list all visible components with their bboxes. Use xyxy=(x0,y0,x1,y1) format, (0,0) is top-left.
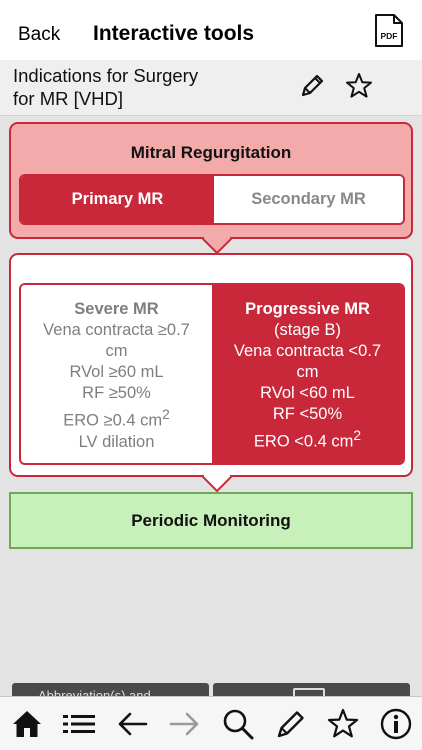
search-icon[interactable] xyxy=(221,707,255,741)
pdf-icon[interactable] xyxy=(374,13,404,48)
svg-text:PDF: PDF xyxy=(380,31,398,41)
progressive-mr-option[interactable] xyxy=(212,285,403,463)
bottom-toolbar xyxy=(0,696,422,750)
severe-mr-option[interactable] xyxy=(21,285,212,463)
navigation-bar xyxy=(0,0,422,60)
progressive-criterion: Vena contracta <0.7 xyxy=(233,342,382,360)
progressive-criterion: RF <50% xyxy=(272,405,343,423)
mitral-regurgitation-title: Mitral Regurgitation xyxy=(130,143,292,162)
mr-type-segmented-control xyxy=(19,174,405,225)
periodic-monitoring-label: Periodic Monitoring xyxy=(131,510,291,530)
pencil-icon[interactable] xyxy=(274,707,308,741)
progressive-stage-label: (stage B) xyxy=(274,321,341,339)
mr-severity-box xyxy=(9,253,413,477)
info-icon[interactable] xyxy=(379,707,413,741)
list-icon[interactable] xyxy=(62,707,96,741)
progressive-criterion: cm xyxy=(296,363,319,381)
primary-mr-option[interactable]: Primary MR xyxy=(21,176,214,223)
star-icon[interactable] xyxy=(344,71,374,101)
tool-title-line-2: for MR [VHD] xyxy=(13,88,123,109)
tool-subheader xyxy=(0,60,422,116)
progressive-criterion: RVol <60 mL xyxy=(260,384,355,402)
progressive-criterion: ERO <0.4 $cm^2$ xyxy=(253,428,362,451)
secondary-mr-option[interactable]: Secondary MR xyxy=(214,176,403,223)
page-title: Interactive tools xyxy=(93,22,255,45)
tool-title xyxy=(13,64,243,110)
mitral-regurgitation-box xyxy=(9,122,413,239)
progressive-mr-header: Progressive MR xyxy=(245,300,370,318)
periodic-monitoring-box[interactable] xyxy=(9,492,413,549)
tool-title-line-1: Indications for Surgery xyxy=(13,65,199,86)
back-arrow-icon[interactable] xyxy=(115,707,149,741)
severe-mr-header: Severe MR xyxy=(74,300,159,318)
severe-criterion: RF ≥50% xyxy=(82,384,151,402)
forward-arrow-icon[interactable] xyxy=(168,707,202,741)
star-icon[interactable] xyxy=(326,707,360,741)
severe-criterion: LV dilation xyxy=(78,432,155,451)
severe-criterion: ERO ≥0.4 $cm^2$ xyxy=(63,407,170,430)
pencil-icon[interactable] xyxy=(298,72,326,100)
severe-criterion: cm xyxy=(105,342,128,360)
severity-segmented-control xyxy=(19,283,405,465)
severe-criterion: RVol ≥60 mL xyxy=(69,363,164,381)
back-button[interactable]: Back xyxy=(18,24,61,45)
flow-arrow-down-icon xyxy=(202,475,232,493)
home-icon[interactable] xyxy=(10,707,44,741)
severe-criterion: Vena contracta ≥0.7 xyxy=(43,321,190,339)
